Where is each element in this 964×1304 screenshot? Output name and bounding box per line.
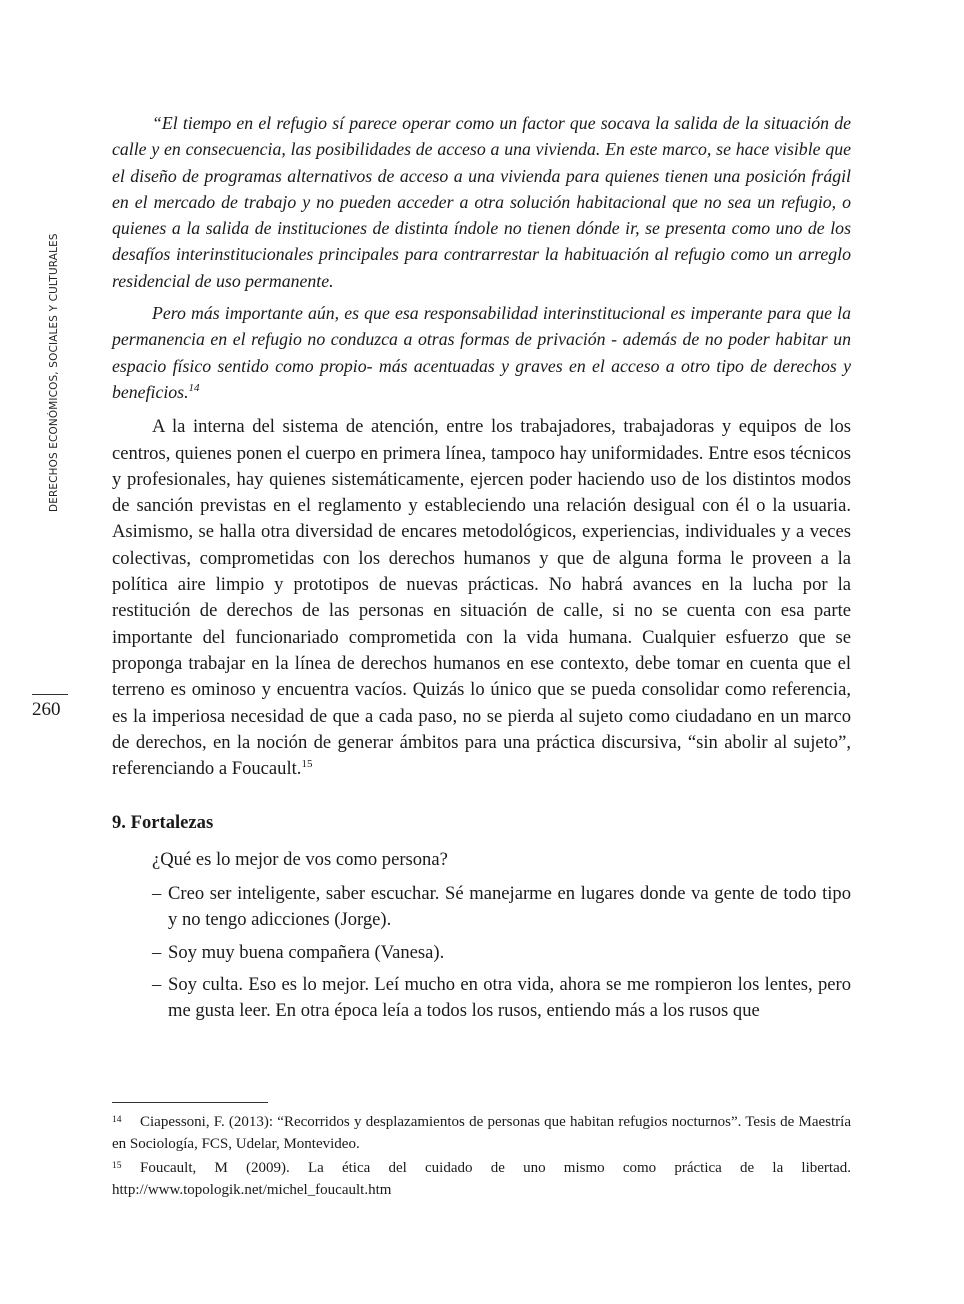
footnote-ref-15[interactable]: 15 <box>301 757 313 770</box>
answer-text: Creo ser inteligente, saber escuchar. Sé manejarme en lugares donde va gente de todo tipo y no tengo adicciones (Jorge). <box>168 883 851 931</box>
quote-paragraph-1: “El tiempo en el refugio sí parece operar como un factor que socava la salida de la situación de calle y en consecuencia, las posibilidades de acceso a una vivienda. En este marco, se hace visible que el diseño de programas alternativos de acceso a una vivienda para quienes tienen una posición frágil en el mercado de trabajo y no pueden acceder a otra solución habitacional que no sea un refugio, o quienes a la salida de instituciones de distinta índole no tienen dónde ir, se presenta como uno de los desafíos interinstitucionales principales para contrarrestar la habituación al refugio como un arreglo residencial de uso permanente. <box>112 113 851 291</box>
footnote-15 <box>112 1156 851 1201</box>
main-text <box>112 110 851 1031</box>
answer-item <box>152 881 851 934</box>
footnote-text: Foucault, M (2009). La ética del cuidado de uno mismo como práctica de la libertad. http://www.topologik.net/michel_foucault.htm <box>112 1160 851 1198</box>
dash-marker: – <box>152 941 162 963</box>
page-number: 260 <box>32 699 61 720</box>
quote-paragraph-2 <box>112 300 851 405</box>
footnote-ref-14[interactable]: 14 <box>188 382 200 395</box>
running-header-vertical: DERECHOS ECONÓMICOS, SOCIALES Y CULTURALES <box>48 233 60 512</box>
quote-paragraph-2-text: Pero más importante aún, es que esa responsabilidad interinstitucional es imperante para que la permanencia en el refugio no conduzca a otras formas de privación - además de no poder habitar un espacio físico sentido como propio- más acentuadas y graves en el acceso a otro tipo de derechos y beneficios. <box>112 303 851 402</box>
interview-question: ¿Qué es lo mejor de vos como persona? <box>152 848 448 870</box>
dash-marker: – <box>152 973 162 995</box>
answer-item <box>152 940 851 966</box>
answer-list <box>152 881 851 1024</box>
answer-text: Soy muy buena compañera (Vanesa). <box>168 941 445 963</box>
footnotes <box>112 1110 851 1202</box>
body-paragraph-1-text: A la interna del sistema de atención, entre los trabajadores, trabajadoras y equipos de los centros, quienes ponen el cuerpo en primera línea, tampoco hay uniformidades. Entre esos técnicos y profesionales, hay quienes sistemáticamente, ejercen poder haciendo uso de los distintos modos de sanción previstas en el reglamento y estableciendo una relación desigual con él o la usuaria. Asimismo, se halla otra diversidad de encares metodológicos, experiencias, individuales y a veces colectivas, comprometidas con los derechos humanos y que de alguna forma le proveen a la política aire limpio y prototipos de nuevas prácticas. No habrá avances en la lucha por la restitución de derechos de las personas en situación de calle, si no se cuenta con esa parte importante del funcionariado comprometida con la vida humana. Cualquier esfuerzo que se proponga trabajar en la línea de derechos humanos en ese contexto, debe tomar en cuenta que el terreno es ominoso y encuentra vacíos. Quizás lo único que se pueda consolidar como referencia, es la imperiosa necesidad de que a cada paso, no se pierda al sujeto como ciudadano en un marco de derechos, en la noción de generar ámbitos para una práctica discursiva, “sin abolir al sujeto”, referenciando a Foucault. <box>112 416 851 780</box>
body-paragraph-1 <box>112 414 851 782</box>
answer-text: Soy culta. Eso es lo mejor. Leí mucho en otra vida, ahora se me rompieron los lentes, pero me gusta leer. En otra época leía a todos los rusos, entiendo más a los rusos que <box>168 973 851 1022</box>
footnote-number: 15 <box>112 1161 122 1171</box>
dash-marker: – <box>152 883 162 905</box>
footnote-14 <box>112 1110 851 1155</box>
section-heading: 9. Fortalezas <box>112 812 214 834</box>
answer-item <box>152 972 851 1025</box>
footnote-number: 14 <box>112 1115 122 1125</box>
footnote-text: Ciapessoni, F. (2013): “Recorridos y desplazamientos de personas que habitan refugios nocturnos”. Tesis de Maestría en Sociología, FCS, Udelar, Montevideo. <box>112 1114 851 1152</box>
page-number-rule <box>32 694 68 695</box>
footnote-separator <box>112 1102 268 1103</box>
